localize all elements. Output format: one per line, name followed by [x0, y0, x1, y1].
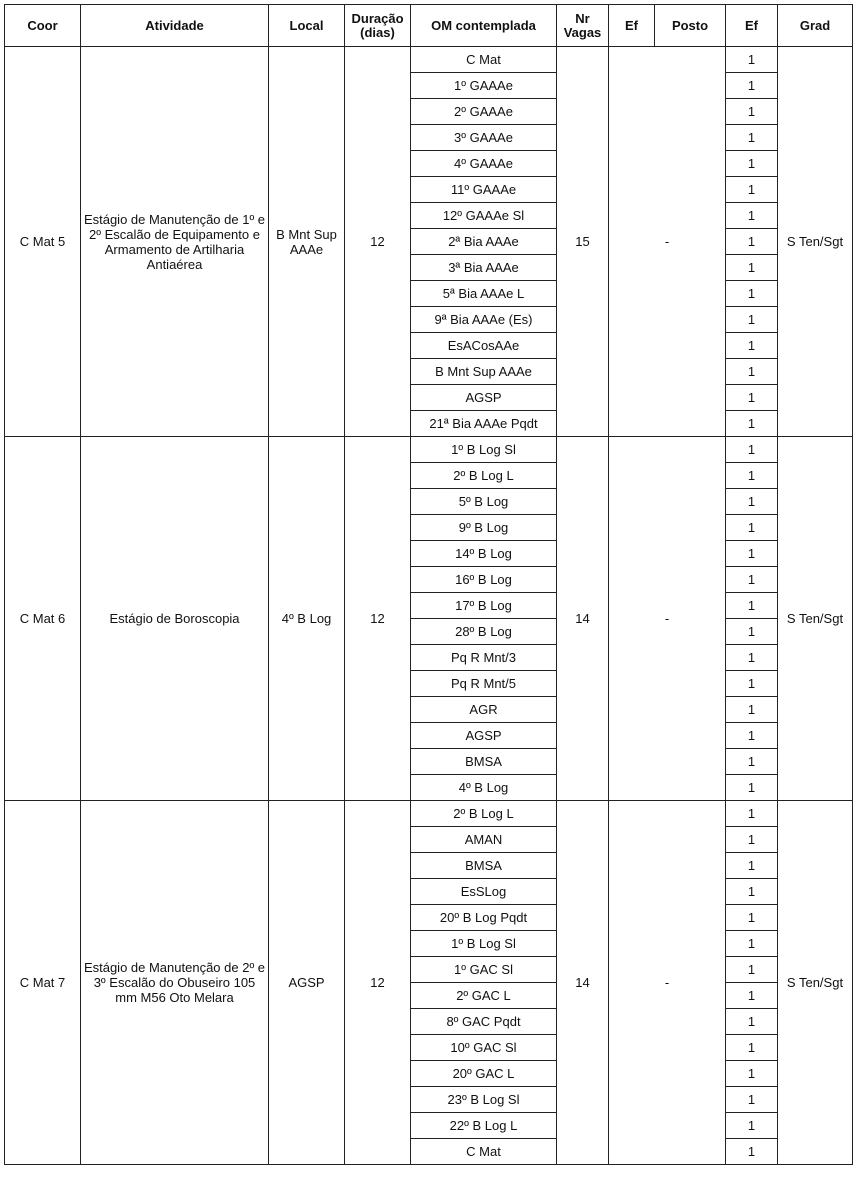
- atividade-cell: Estágio de Boroscopia: [81, 437, 269, 801]
- om-contemplada-cell: 1º B Log Sl: [411, 437, 557, 463]
- ef-grad-cell: 1: [726, 411, 778, 437]
- table-body: [5, 47, 853, 1165]
- om-contemplada-cell: 1º B Log Sl: [411, 931, 557, 957]
- ef-grad-cell: 1: [726, 1009, 778, 1035]
- om-contemplada-cell: 1º GAC Sl: [411, 957, 557, 983]
- header-atividade: Atividade: [81, 5, 269, 47]
- ef-grad-cell: 1: [726, 957, 778, 983]
- om-contemplada-cell: 3ª Bia AAAe: [411, 255, 557, 281]
- local-cell: AGSP: [269, 801, 345, 1165]
- posto-ef-cell: -: [609, 437, 726, 801]
- table-row: [5, 801, 853, 827]
- om-contemplada-cell: 3º GAAAe: [411, 125, 557, 151]
- ef-grad-cell: 1: [726, 697, 778, 723]
- om-contemplada-cell: 8º GAC Pqdt: [411, 1009, 557, 1035]
- ef-grad-cell: 1: [726, 177, 778, 203]
- ef-grad-cell: 1: [726, 1061, 778, 1087]
- header-ef-posto: Ef: [609, 5, 655, 47]
- ef-grad-cell: 1: [726, 593, 778, 619]
- om-contemplada-cell: 4º B Log: [411, 775, 557, 801]
- om-contemplada-cell: 22º B Log L: [411, 1113, 557, 1139]
- om-contemplada-cell: 2º GAC L: [411, 983, 557, 1009]
- om-contemplada-cell: 20º B Log Pqdt: [411, 905, 557, 931]
- om-contemplada-cell: AMAN: [411, 827, 557, 853]
- header-local: Local: [269, 5, 345, 47]
- ef-grad-cell: 1: [726, 853, 778, 879]
- header-row: [5, 5, 853, 47]
- om-contemplada-cell: 2º GAAAe: [411, 99, 557, 125]
- ef-grad-cell: 1: [726, 489, 778, 515]
- om-contemplada-cell: 28º B Log: [411, 619, 557, 645]
- ef-grad-cell: 1: [726, 1087, 778, 1113]
- vacancy-table: [4, 4, 853, 1165]
- ef-grad-cell: 1: [726, 307, 778, 333]
- table-row: [5, 437, 853, 463]
- nr-vagas-cell: 14: [557, 801, 609, 1165]
- ef-grad-cell: 1: [726, 567, 778, 593]
- om-contemplada-cell: BMSA: [411, 749, 557, 775]
- om-contemplada-cell: B Mnt Sup AAAe: [411, 359, 557, 385]
- local-cell: 4º B Log: [269, 437, 345, 801]
- header-posto: Posto: [655, 5, 726, 47]
- om-contemplada-cell: 4º GAAAe: [411, 151, 557, 177]
- om-contemplada-cell: 20º GAC L: [411, 1061, 557, 1087]
- ef-grad-cell: 1: [726, 203, 778, 229]
- duracao-cell: 12: [345, 47, 411, 437]
- ef-grad-cell: 1: [726, 1139, 778, 1165]
- table-row: [5, 47, 853, 73]
- om-contemplada-cell: 2ª Bia AAAe: [411, 229, 557, 255]
- coor-cell: C Mat 5: [5, 47, 81, 437]
- ef-grad-cell: 1: [726, 359, 778, 385]
- ef-grad-cell: 1: [726, 463, 778, 489]
- header-duracao: Duração (dias): [345, 5, 411, 47]
- om-contemplada-cell: EsSLog: [411, 879, 557, 905]
- ef-grad-cell: 1: [726, 723, 778, 749]
- ef-grad-cell: 1: [726, 541, 778, 567]
- ef-grad-cell: 1: [726, 385, 778, 411]
- nr-vagas-cell: 15: [557, 47, 609, 437]
- ef-grad-cell: 1: [726, 151, 778, 177]
- ef-grad-cell: 1: [726, 281, 778, 307]
- coor-cell: C Mat 7: [5, 801, 81, 1165]
- duracao-cell: 12: [345, 437, 411, 801]
- ef-grad-cell: 1: [726, 1113, 778, 1139]
- om-contemplada-cell: 10º GAC Sl: [411, 1035, 557, 1061]
- grad-cell: S Ten/Sgt: [778, 801, 853, 1165]
- ef-grad-cell: 1: [726, 619, 778, 645]
- om-contemplada-cell: C Mat: [411, 47, 557, 73]
- atividade-cell: Estágio de Manutenção de 1º e 2º Escalão de Equipamento e Armamento de Artilharia Antiaérea: [81, 47, 269, 437]
- ef-grad-cell: 1: [726, 671, 778, 697]
- om-contemplada-cell: AGR: [411, 697, 557, 723]
- ef-grad-cell: 1: [726, 73, 778, 99]
- om-contemplada-cell: 14º B Log: [411, 541, 557, 567]
- header-coor: Coor: [5, 5, 81, 47]
- coor-cell: C Mat 6: [5, 437, 81, 801]
- local-cell: B Mnt Sup AAAe: [269, 47, 345, 437]
- ef-grad-cell: 1: [726, 255, 778, 281]
- grad-cell: S Ten/Sgt: [778, 437, 853, 801]
- ef-grad-cell: 1: [726, 983, 778, 1009]
- posto-ef-cell: -: [609, 47, 726, 437]
- header-om-contemplada: OM contemplada: [411, 5, 557, 47]
- om-contemplada-cell: AGSP: [411, 385, 557, 411]
- ef-grad-cell: 1: [726, 749, 778, 775]
- om-contemplada-cell: EsACosAAe: [411, 333, 557, 359]
- nr-vagas-cell: 14: [557, 437, 609, 801]
- ef-grad-cell: 1: [726, 515, 778, 541]
- om-contemplada-cell: BMSA: [411, 853, 557, 879]
- ef-grad-cell: 1: [726, 905, 778, 931]
- om-contemplada-cell: 23º B Log Sl: [411, 1087, 557, 1113]
- om-contemplada-cell: 2º B Log L: [411, 801, 557, 827]
- ef-grad-cell: 1: [726, 437, 778, 463]
- grad-cell: S Ten/Sgt: [778, 47, 853, 437]
- ef-grad-cell: 1: [726, 827, 778, 853]
- om-contemplada-cell: 9º B Log: [411, 515, 557, 541]
- om-contemplada-cell: 12º GAAAe Sl: [411, 203, 557, 229]
- vacancy-table-sheet: [4, 4, 853, 1165]
- om-contemplada-cell: 2º B Log L: [411, 463, 557, 489]
- header-nr-vagas: Nr Vagas: [557, 5, 609, 47]
- duracao-cell: 12: [345, 801, 411, 1165]
- ef-grad-cell: 1: [726, 879, 778, 905]
- om-contemplada-cell: 11º GAAAe: [411, 177, 557, 203]
- om-contemplada-cell: 21ª Bia AAAe Pqdt: [411, 411, 557, 437]
- atividade-cell: Estágio de Manutenção de 2º e 3º Escalão do Obuseiro 105 mm M56 Oto Melara: [81, 801, 269, 1165]
- ef-grad-cell: 1: [726, 47, 778, 73]
- ef-grad-cell: 1: [726, 801, 778, 827]
- ef-grad-cell: 1: [726, 333, 778, 359]
- ef-grad-cell: 1: [726, 125, 778, 151]
- posto-ef-cell: -: [609, 801, 726, 1165]
- header-ef-grad: Ef: [726, 5, 778, 47]
- ef-grad-cell: 1: [726, 99, 778, 125]
- om-contemplada-cell: AGSP: [411, 723, 557, 749]
- om-contemplada-cell: C Mat: [411, 1139, 557, 1165]
- header-grad: Grad: [778, 5, 853, 47]
- om-contemplada-cell: 16º B Log: [411, 567, 557, 593]
- om-contemplada-cell: 5º B Log: [411, 489, 557, 515]
- ef-grad-cell: 1: [726, 931, 778, 957]
- om-contemplada-cell: 5ª Bia AAAe L: [411, 281, 557, 307]
- ef-grad-cell: 1: [726, 645, 778, 671]
- ef-grad-cell: 1: [726, 1035, 778, 1061]
- om-contemplada-cell: 9ª Bia AAAe (Es): [411, 307, 557, 333]
- om-contemplada-cell: Pq R Mnt/5: [411, 671, 557, 697]
- om-contemplada-cell: Pq R Mnt/3: [411, 645, 557, 671]
- ef-grad-cell: 1: [726, 775, 778, 801]
- ef-grad-cell: 1: [726, 229, 778, 255]
- om-contemplada-cell: 17º B Log: [411, 593, 557, 619]
- om-contemplada-cell: 1º GAAAe: [411, 73, 557, 99]
